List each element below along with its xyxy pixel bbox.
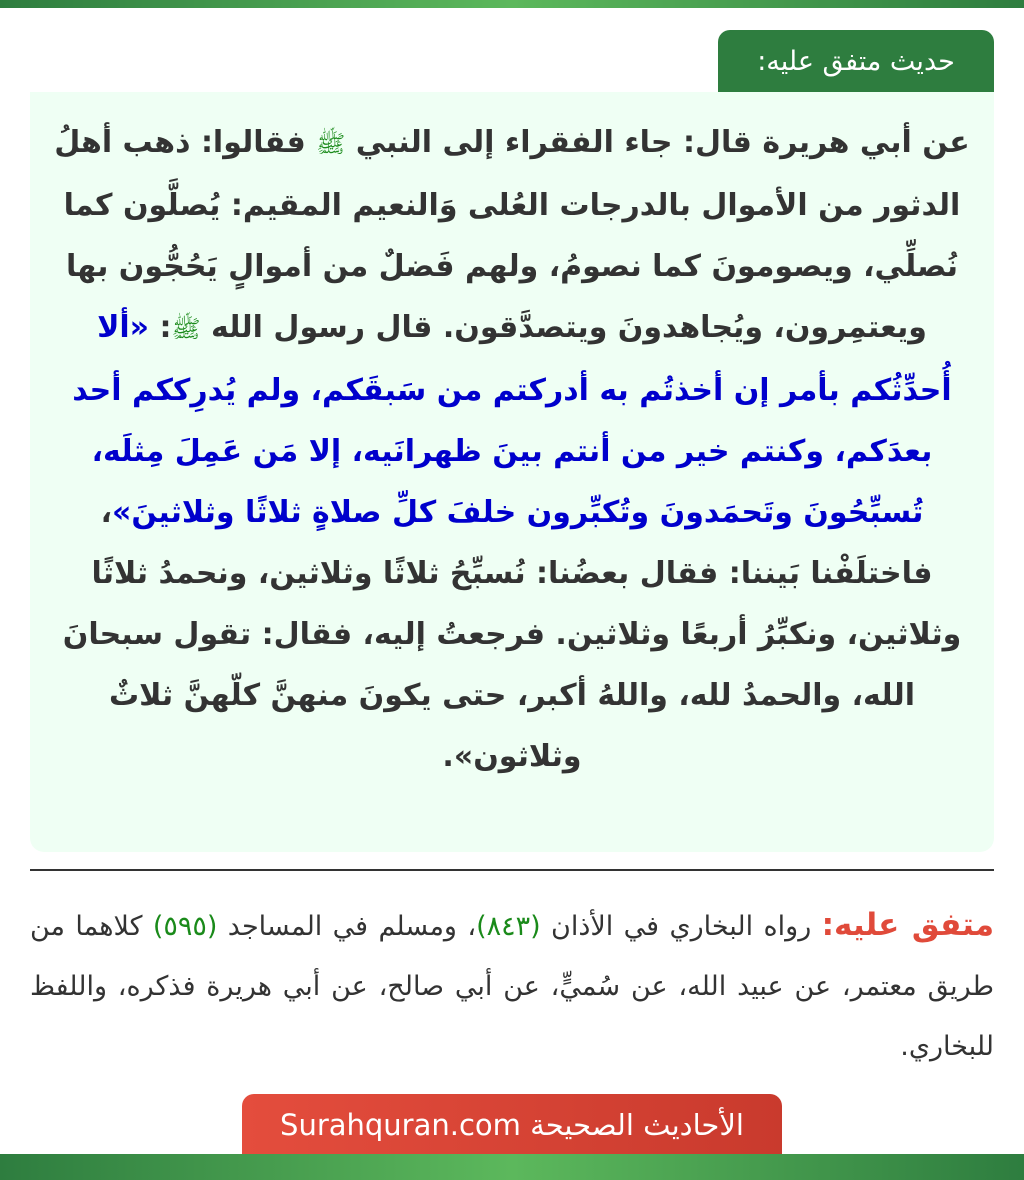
site-button[interactable] xyxy=(242,1094,782,1156)
prophet-quote: «ألا أُحدِّثُكم بأمر إن أخذتُم به أدركتم من سَبقَكم، ولم يُدرِككم أحد بعدَكم، وكنتم خير من أنتم بينَ ظهرانَيه، إلا مَن عَمِلَ مِثلَه، تُسبِّحُونَ وتَحمَدونَ وتُكبِّرون خلفَ كلِّ صلاةٍ ثلاثًا وثلاثينَ» xyxy=(72,310,952,530)
hadith-segment: : xyxy=(149,310,172,345)
site-button-label: الأحاديث الصحيحة Surahquran.com xyxy=(280,1108,744,1142)
source-label: متفق عليه: xyxy=(821,907,995,943)
bottom-bar xyxy=(0,1154,1024,1180)
hadith-type-tab xyxy=(718,30,994,92)
divider xyxy=(30,869,994,871)
tab-label: حديث متفق عليه: xyxy=(757,45,955,77)
hadith-segment: عن أبي هريرة قال: جاء الفقراء إلى النبي xyxy=(345,125,970,160)
hadith-number: (٥٩٥) xyxy=(152,911,218,942)
salawat-icon: ﷺ xyxy=(171,315,201,343)
hadith-number: (٨٤٣) xyxy=(476,911,541,942)
hadith-segment: ، فاختلَفْنا بَيننا: فقال بعضُنا: نُسبِّحُ ثلاثًا وثلاثين، ونحمدُ ثلاثًا وثلاثين، ونكبِّرُ أربعًا وثلاثين. فرجعتُ إليه، فقال: تقول سبحانَ الله، والحمدُ لله، واللهُ أكبر، حتى يكونَ منهنَّ كلّهنَّ ثلاثٌ وثلاثون». xyxy=(62,495,962,774)
source-text: ، ومسلم في المساجد xyxy=(217,911,477,942)
source-text: كلاهما من طريق معتمر، عن عبيد الله، عن سُميٍّ، عن أبي صالح، عن أبي هريرة فذكره، واللفظ للبخاري. xyxy=(30,911,994,1062)
hadith-text xyxy=(54,112,970,787)
salawat-icon: ﷺ xyxy=(316,130,346,158)
hadith-box xyxy=(30,92,994,852)
top-bar xyxy=(0,0,1024,8)
source-citation xyxy=(30,895,994,1077)
hadith-segment: فقالوا: ذهب أهلُ الدثور من الأموال بالدرجات العُلى وَالنعيم المقيم: يُصلَّون كما نُصلِّي، ويصومونَ كما نصومُ، ولهم فَضلٌ من أموالٍ يَحُجُّون بها ويعتمِرون، ويُجاهدونَ ويتصدَّقون. قال رسول الله xyxy=(54,125,961,345)
source-text: رواه البخاري في الأذان xyxy=(540,911,822,942)
